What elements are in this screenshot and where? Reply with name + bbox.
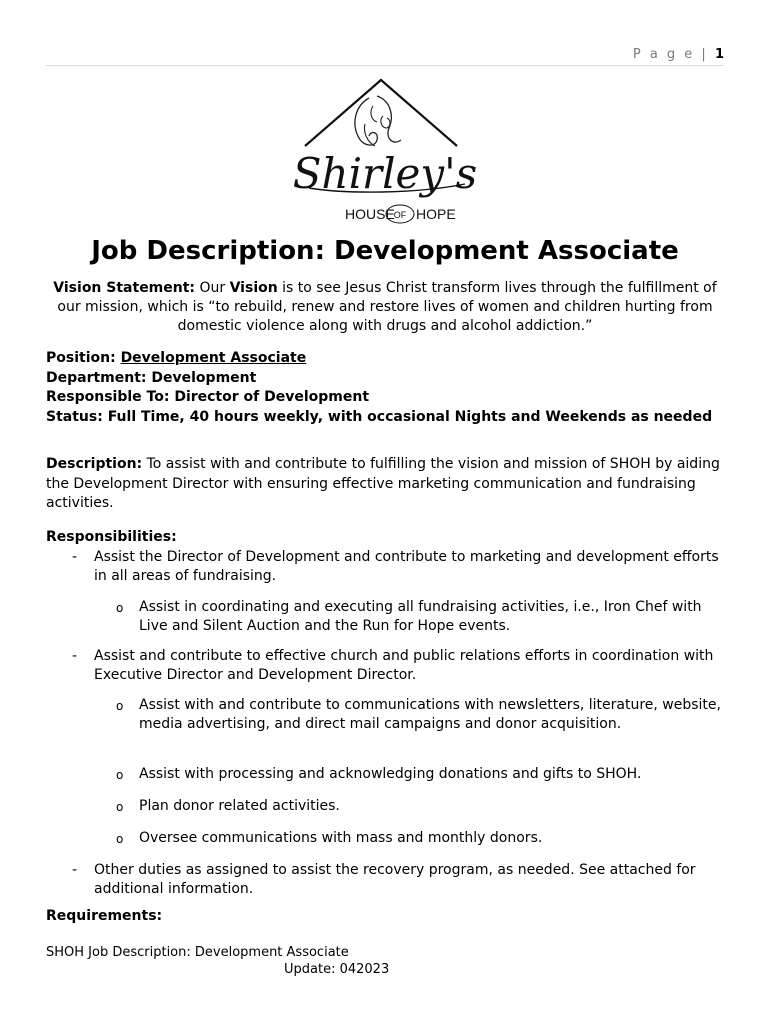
description-label: Description: — [46, 456, 143, 472]
list-item-text: Other duties as assigned to assist the recovery program, as needed. See attached for additional information. — [94, 862, 696, 897]
bullet-marker: o — [116, 768, 124, 782]
sub-list-item-text: Plan donor related activities. — [139, 798, 340, 814]
department-line: Department: Development — [46, 369, 257, 386]
sub-list-item-text: Assist with and contribute to communications with newsletters, literature, website, media advertising, and direct mail campaigns and donor acquisition. — [139, 697, 721, 732]
footer-update: Update: 042023 — [284, 962, 390, 977]
dash-marker: - — [72, 549, 78, 565]
page-label: P a g e | — [632, 47, 709, 62]
position-label: Position: — [46, 350, 121, 366]
vision-label: Vision Statement: — [53, 280, 196, 296]
dash-marker: - — [72, 862, 78, 878]
requirements-heading: Requirements: — [46, 908, 163, 924]
list-item-text: Assist and contribute to effective church and public relations efforts in coordination with Executive Director and Development Director. — [94, 648, 714, 683]
document-title: Job Description: Development Associate — [91, 236, 679, 266]
bullet-marker: o — [116, 832, 124, 846]
responsible-to-line: Responsible To: Director of Development — [46, 389, 370, 405]
page-number-value: 1 — [714, 47, 724, 62]
bullet-marker: o — [116, 699, 124, 713]
bullet-marker: o — [116, 601, 124, 615]
logo-house-text: HOUSE — [345, 206, 395, 222]
bullet-marker: o — [116, 800, 124, 814]
vision-word: Vision — [229, 280, 278, 296]
position-details — [46, 349, 726, 427]
vision-statement — [46, 279, 724, 336]
sub-list-item-text: Oversee communications with mass and monthly donors. — [139, 830, 543, 846]
shirleys-house-of-hope-logo — [285, 76, 485, 228]
vision-text: is to see Jesus Christ transform lives through the fulfillment of our mission, which is “to rebuild, renew and restore lives of women and children hurting from domestic violence along with drugs and alcohol addiction.” — [57, 280, 717, 334]
sub-list-item-text: Assist in coordinating and executing all fundraising activities, i.e., Iron Chef with Live and Silent Auction and the Run for Hope events. — [139, 599, 702, 634]
responsibilities-heading: Responsibilities: — [46, 529, 177, 545]
logo-hope-text: HOPE — [416, 206, 456, 222]
dash-marker: - — [72, 648, 78, 664]
header-divider — [46, 65, 724, 66]
description — [46, 455, 726, 514]
page-number — [633, 47, 724, 62]
description-text: To assist with and contribute to fulfilling the vision and mission of SHOH by aiding the Development Director with ensuring effective marketing communication and fundraising activities. — [46, 456, 720, 511]
list-item-text: Assist the Director of Development and contribute to marketing and development efforts in all areas of fundraising. — [94, 549, 719, 584]
position-line — [46, 349, 726, 369]
vision-pre: Our — [195, 280, 230, 296]
logo-of-text: OF — [393, 210, 407, 220]
logo-script-text: Shirley's — [292, 149, 478, 198]
status-line: Status: Full Time, 40 hours weekly, with occasional Nights and Weekends as needed — [46, 408, 713, 425]
footer-title: SHOH Job Description: Development Associate — [46, 945, 349, 960]
position-value: Development Associate — [120, 350, 307, 366]
sub-list-item-text: Assist with processing and acknowledging donations and gifts to SHOH. — [139, 766, 642, 782]
